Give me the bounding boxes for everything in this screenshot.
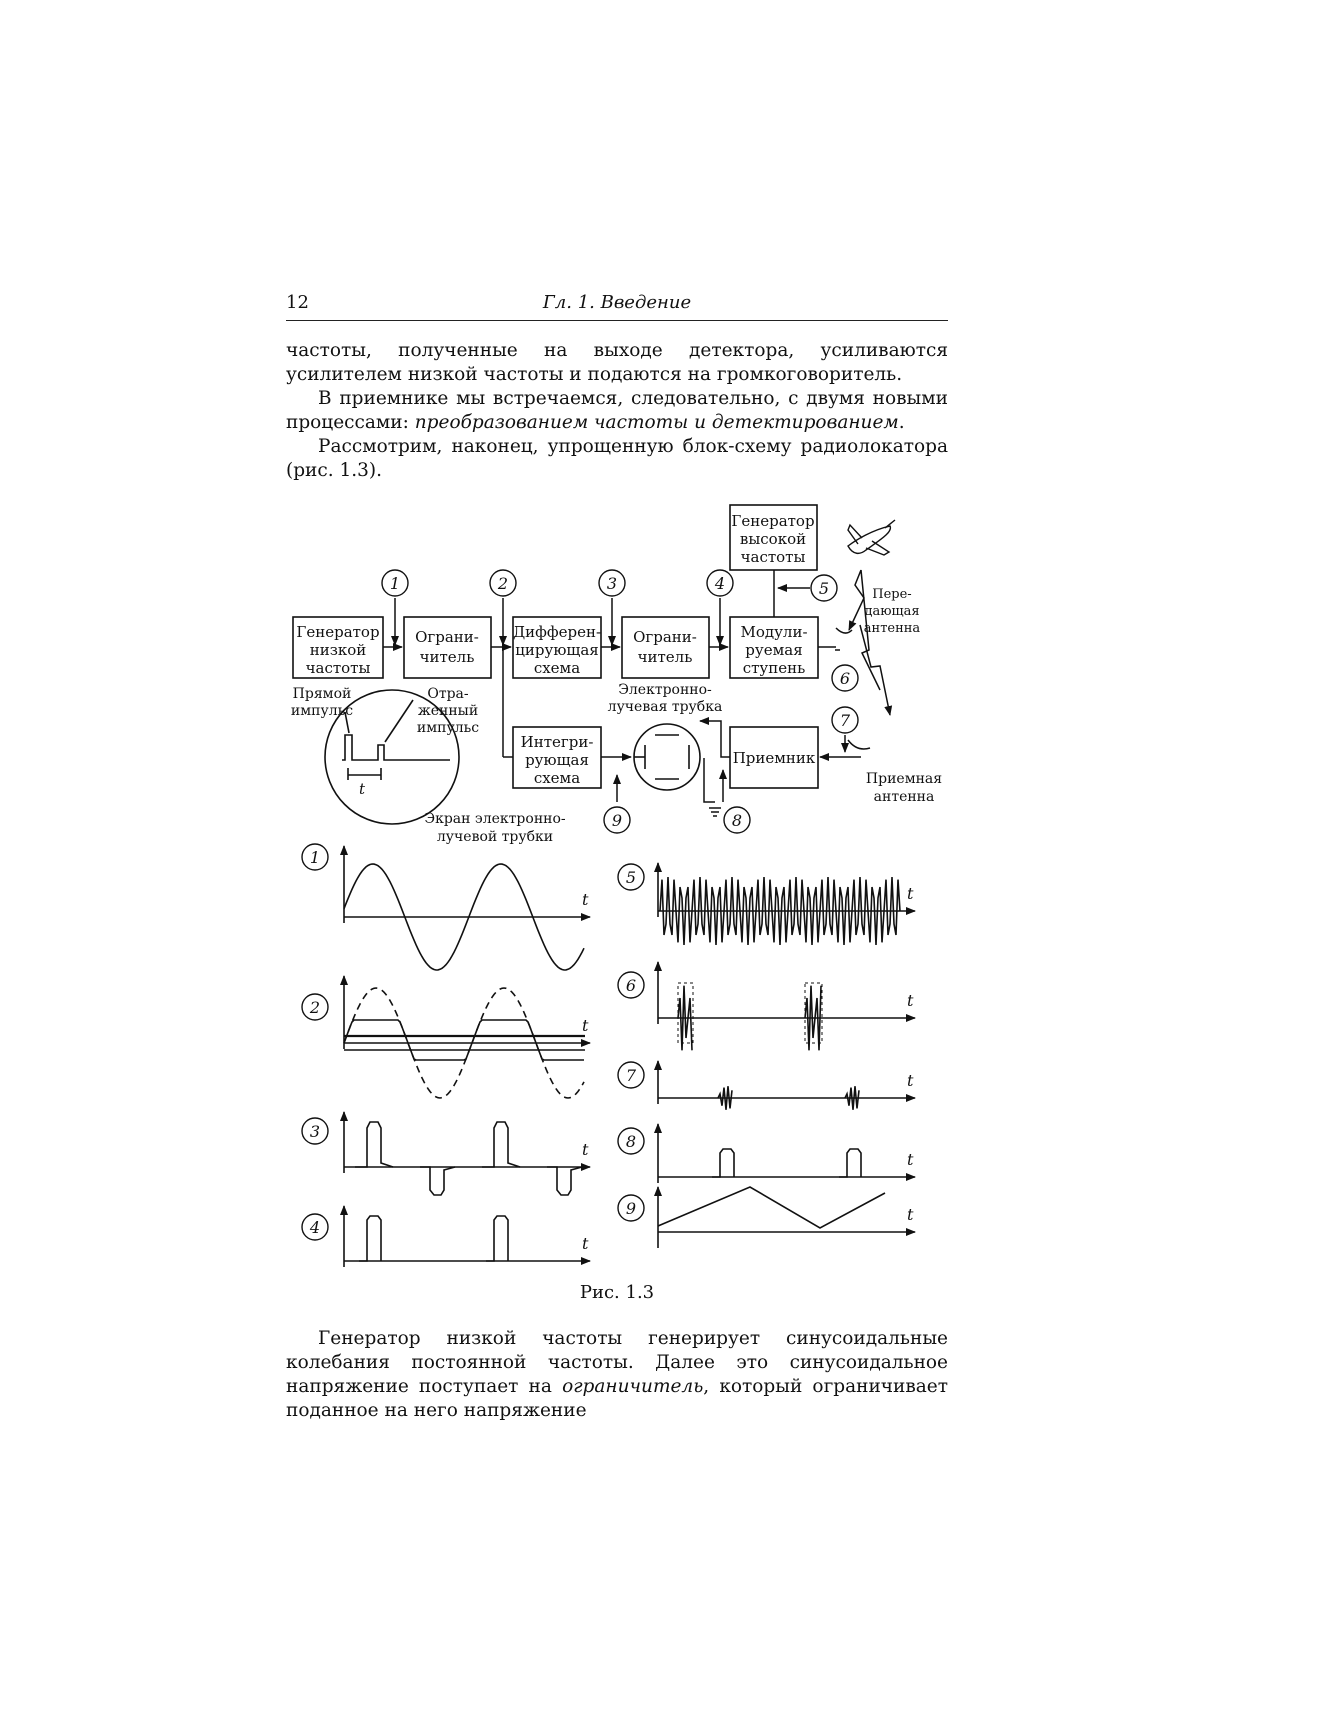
time-axis-label: t [582,1016,589,1035]
waveform-plots [302,844,915,1267]
block-label-modulator: Модули- [740,623,808,641]
paragraph-4-text-b: , который ограничивает поданное на него напряжение [286,1376,948,1421]
receive-antenna-label: антенна [873,789,935,805]
svg-text:2: 2 [497,574,509,593]
waveform-7 [618,1061,915,1110]
waveform-marker-4 [302,1214,328,1240]
time-axis-label: t [582,1140,589,1159]
block-label-limiter2: Ограни- [633,628,697,646]
svg-text:6: 6 [625,976,637,995]
waveform-4 [302,1206,590,1267]
waveform-marker-7 [618,1062,644,1088]
time-axis-label: t [907,991,914,1010]
reflected-pulse-label: женный [417,703,479,719]
direct-pulse-label: Прямой [292,686,352,702]
block-label-limiter1: читель [419,648,475,666]
figure-caption: Рис. 1.3 [579,1282,655,1303]
block-label-integrator: схема [533,769,581,787]
svg-text:7: 7 [625,1066,637,1085]
block-labels [296,512,816,787]
crt-label: лучевая трубка [607,699,723,715]
time-axis-label: t [907,1205,914,1224]
screen-label: лучевой трубки [436,829,554,845]
reflected-pulse-label: Отра- [427,686,469,702]
svg-text:4: 4 [309,1218,321,1237]
aircraft-icon [848,520,895,555]
waveform-marker-8 [618,1128,644,1154]
block-label-diff: цирующая [515,641,599,659]
paragraph-1-text: частоты, полученные на выходе детектора, усиливаются усилителем низкой частоты и подаются на громкоговоритель. [286,340,948,385]
transmit-antenna-label: дающая [864,604,920,619]
paragraph-4 [286,1327,948,1423]
point-marker-7 [832,707,858,733]
direct-pulse-label: импульс [290,703,354,719]
svg-text:4: 4 [714,574,726,593]
point-marker-4 [707,570,733,596]
block-label-integrator: Интегри- [520,733,594,751]
svg-text:5: 5 [818,579,830,598]
waveform-9 [618,1187,915,1248]
waveform-6 [618,962,915,1050]
paragraph-2-text-b: . [898,412,905,433]
svg-text:2: 2 [309,998,321,1017]
svg-text:8: 8 [731,811,743,830]
waveform-marker-6 [618,972,644,998]
block-label-gen-low: Генератор [296,623,380,641]
waveform-8 [618,1124,915,1183]
crt-label: Электронно- [618,682,712,698]
block-label-limiter1: Ограни- [415,628,479,646]
point-marker-8 [724,807,750,833]
receive-antenna-label: Приемная [865,771,943,787]
paragraph-2-emphasis: преобразованием частоты и детектированием [414,412,899,433]
svg-text:6: 6 [839,669,851,688]
svg-text:9: 9 [625,1199,637,1218]
reflected-pulse-label: импульс [416,720,480,736]
block-label-diff: Дифферен- [512,623,602,641]
time-axis-label: t [907,884,914,903]
waveform-2 [302,976,590,1098]
point-marker-9 [604,807,630,833]
waveform-3 [302,1112,590,1195]
waveform-marker-5 [618,864,644,890]
block-label-gen-low: частоты [305,659,371,677]
svg-text:9: 9 [611,811,623,830]
point-marker-3 [599,570,625,596]
block-label-modulator: руемая [745,641,803,659]
screen-label: Экран электронно- [424,811,566,827]
time-axis-label: t [907,1071,914,1090]
paragraph-4-emphasis: ограничитель [562,1376,704,1397]
block-label-diff: схема [533,659,581,677]
block-label-gen-low: низкой [309,641,367,659]
crt-tube [634,724,700,790]
page-number: 12 [286,292,309,313]
paragraph-3-text: Рассмотрим, наконец, упрощенную блок-схему радиолокатора (рис. 1.3). [286,436,948,481]
block-label-integrator: рующая [525,751,589,769]
svg-text:8: 8 [625,1132,637,1151]
point-marker-2 [490,570,516,596]
svg-text:5: 5 [625,868,637,887]
svg-text:3: 3 [309,1122,321,1141]
svg-text:3: 3 [606,574,618,593]
time-axis-label: t [582,890,589,909]
screen-time-label: t [359,780,366,798]
chapter-title: Гл. 1. Введение [542,292,692,313]
block-label-gen-high: высокой [739,530,807,548]
block-label-gen-high: частоты [740,548,806,566]
point-marker-6 [832,665,858,691]
waveform-5 [618,863,915,945]
waveform-marker-2 [302,994,328,1020]
block-label-receiver: Приемник [732,749,816,767]
block-label-limiter2: читель [637,648,693,666]
block-label-modulator: ступень [742,659,806,677]
block-label-gen-high: Генератор [731,512,815,530]
time-axis-label: t [582,1234,589,1253]
svg-text:1: 1 [389,574,401,593]
waveform-marker-3 [302,1118,328,1144]
waveform-marker-9 [618,1195,644,1221]
waveform-1 [302,844,590,970]
transmit-antenna-label: антенна [863,621,921,636]
svg-text:7: 7 [839,711,851,730]
point-marker-5 [811,575,837,601]
waveform-marker-1 [302,844,328,870]
paragraph-4-text-a: Генератор низкой частоты генерирует синусоидальные колебания постоянной частоты. Далее это синусоидальное напряжение поступает на [286,1328,948,1397]
transmit-antenna-label: Пере- [872,587,912,602]
svg-text:1: 1 [309,848,321,867]
paragraph-2-text-a: В приемнике мы встречаемся, следовательно, с двумя новыми процессами: [286,388,948,433]
point-marker-1 [382,570,408,596]
time-axis-label: t [907,1150,914,1169]
